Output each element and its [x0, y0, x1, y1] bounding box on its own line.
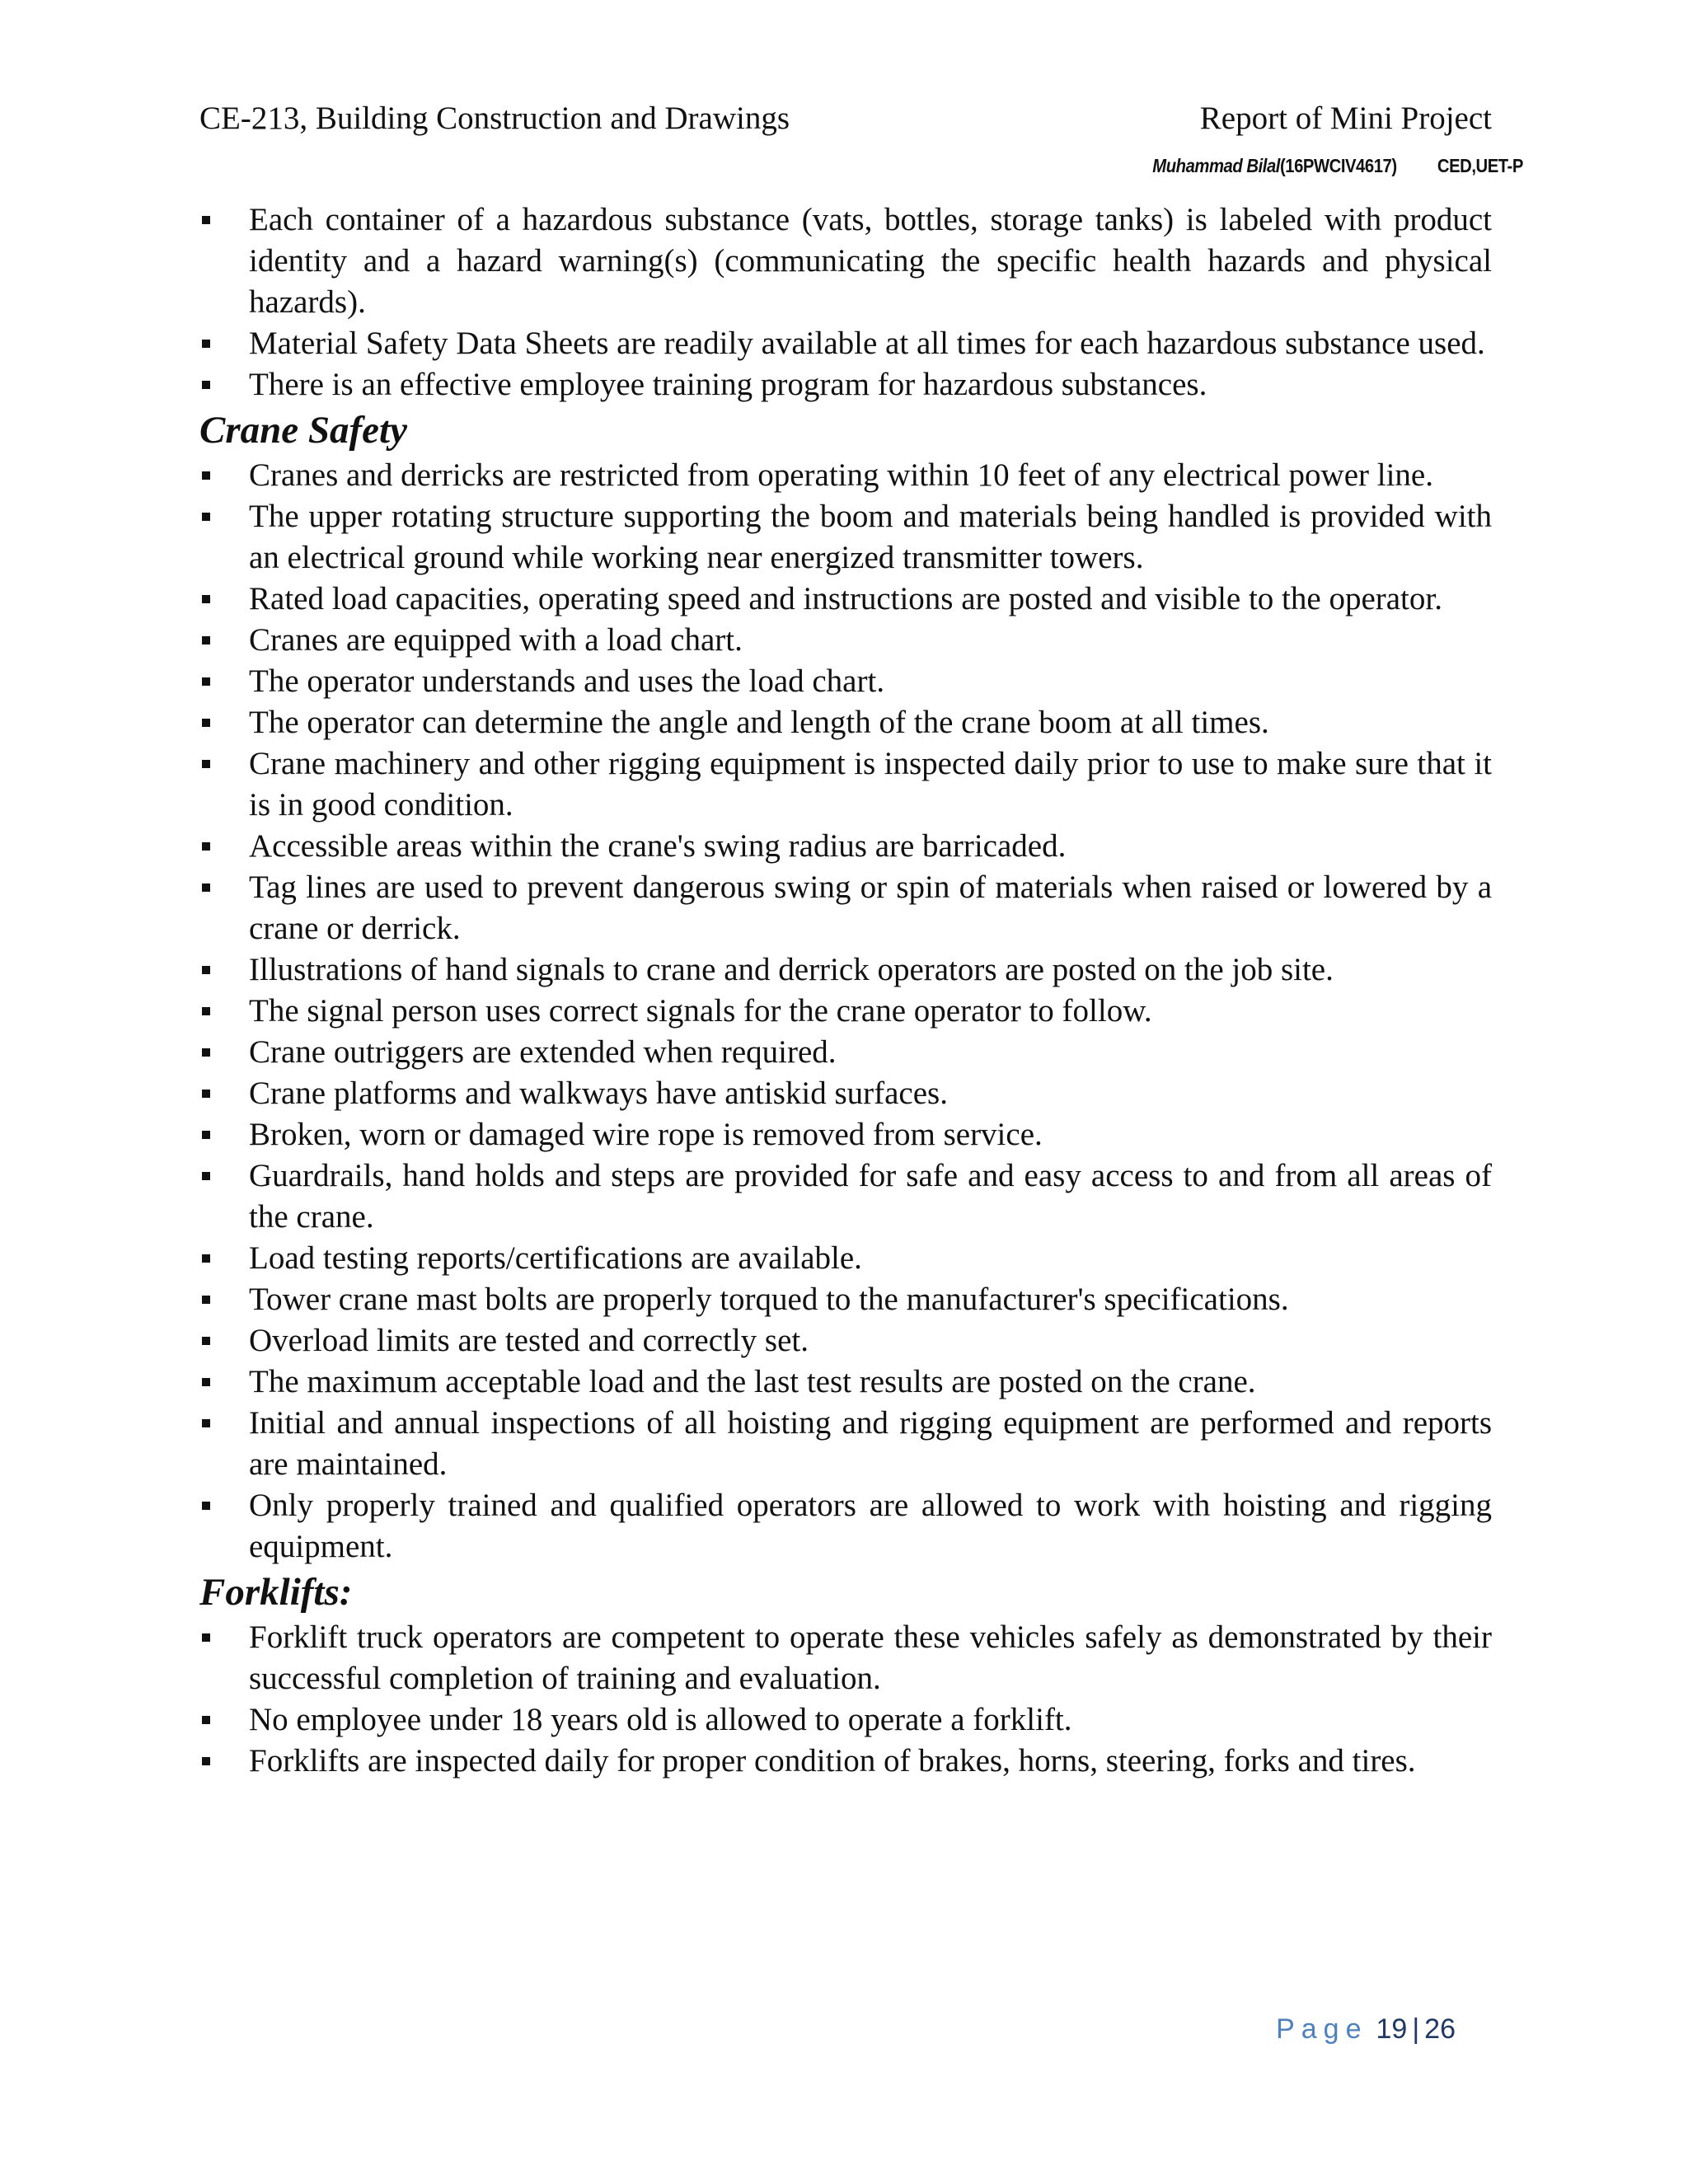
page-number: 19: [1376, 2013, 1408, 2045]
list-item: Forklift truck operators are competent to operate these vehicles safely as demonstrated by their successful completion of training and evaluation.: [199, 1617, 1492, 1699]
list-item: Only properly trained and qualified operators are allowed to work with hoisting and rigging equipment.: [199, 1485, 1492, 1568]
list-item: Tag lines are used to prevent dangerous swing or spin of materials when raised or lowered by a crane or derrick.: [199, 867, 1492, 949]
list-item: Accessible areas within the crane's swing radius are barricaded.: [199, 826, 1492, 867]
list-item: Initial and annual inspections of all hoisting and rigging equipment are performed and reports are maintained.: [199, 1403, 1492, 1485]
list-item: Overload limits are tested and correctly set.: [199, 1320, 1492, 1361]
list-item: The signal person uses correct signals for the crane operator to follow.: [199, 991, 1492, 1032]
author-name: Muhammad Bilal: [1152, 155, 1281, 176]
list-item: Crane platforms and walkways have antiskid surfaces.: [199, 1073, 1492, 1114]
crane-safety-heading: Crane Safety: [199, 409, 407, 452]
list-item: Illustrations of hand signals to crane and derrick operators are posted on the job site.: [199, 949, 1492, 991]
list-item: Guardrails, hand holds and steps are provided for safe and easy access to and from all areas of the crane.: [199, 1155, 1492, 1238]
list-item: There is an effective employee training program for hazardous substances.: [199, 364, 1492, 405]
author-line: [1152, 155, 1523, 177]
forklifts-heading: Forklifts:: [199, 1571, 353, 1614]
course-title: CE-213, Building Construction and Drawings: [199, 101, 790, 136]
page-separator: |: [1412, 2013, 1420, 2045]
page-total: 26: [1424, 2013, 1456, 2045]
list-item: Crane machinery and other rigging equipment is inspected daily prior to use to make sure that it is in good condition.: [199, 743, 1492, 826]
page-content: [199, 199, 1492, 1782]
list-item: Tower crane mast bolts are properly torqued to the manufacturer's specifications.: [199, 1279, 1492, 1320]
list-item: Each container of a hazardous substance (vats, bottles, storage tanks) is labeled with product identity and a hazard warning(s) (communicating the specific health hazards and physical hazards).: [199, 199, 1492, 323]
list-item: Broken, worn or damaged wire rope is removed from service.: [199, 1114, 1492, 1155]
list-item: Material Safety Data Sheets are readily available at all times for each hazardous substance used.: [199, 323, 1492, 364]
list-item: The operator can determine the angle and length of the crane boom at all times.: [199, 702, 1492, 743]
list-item: Rated load capacities, operating speed and instructions are posted and visible to the operator.: [199, 579, 1492, 620]
intro-list: [199, 199, 1492, 405]
list-item: Forklifts are inspected daily for proper condition of brakes, horns, steering, forks and tires.: [199, 1741, 1492, 1782]
list-item: The maximum acceptable load and the last test results are posted on the crane.: [199, 1361, 1492, 1403]
list-item: Cranes are equipped with a load chart.: [199, 620, 1492, 661]
report-title: Report of Mini Project: [1199, 101, 1492, 136]
list-item: The operator understands and uses the load chart.: [199, 661, 1492, 702]
list-item: No employee under 18 years old is allowed to operate a forklift.: [199, 1699, 1492, 1741]
crane-safety-list: [199, 455, 1492, 1568]
author-id: (16PWCIV4617): [1280, 155, 1397, 176]
department: CED,UET-P: [1437, 155, 1523, 176]
forklifts-list: [199, 1617, 1492, 1782]
page-footer: [1276, 2011, 1456, 2047]
list-item: The upper rotating structure supporting the boom and materials being handled is provided with an electrical ground while working near energized transmitter towers.: [199, 496, 1492, 579]
list-item: Crane outriggers are extended when required.: [199, 1032, 1492, 1073]
page-label: Page: [1276, 2013, 1368, 2045]
list-item: Load testing reports/certifications are available.: [199, 1238, 1492, 1279]
list-item: Cranes and derricks are restricted from operating within 10 feet of any electrical power line.: [199, 455, 1492, 496]
